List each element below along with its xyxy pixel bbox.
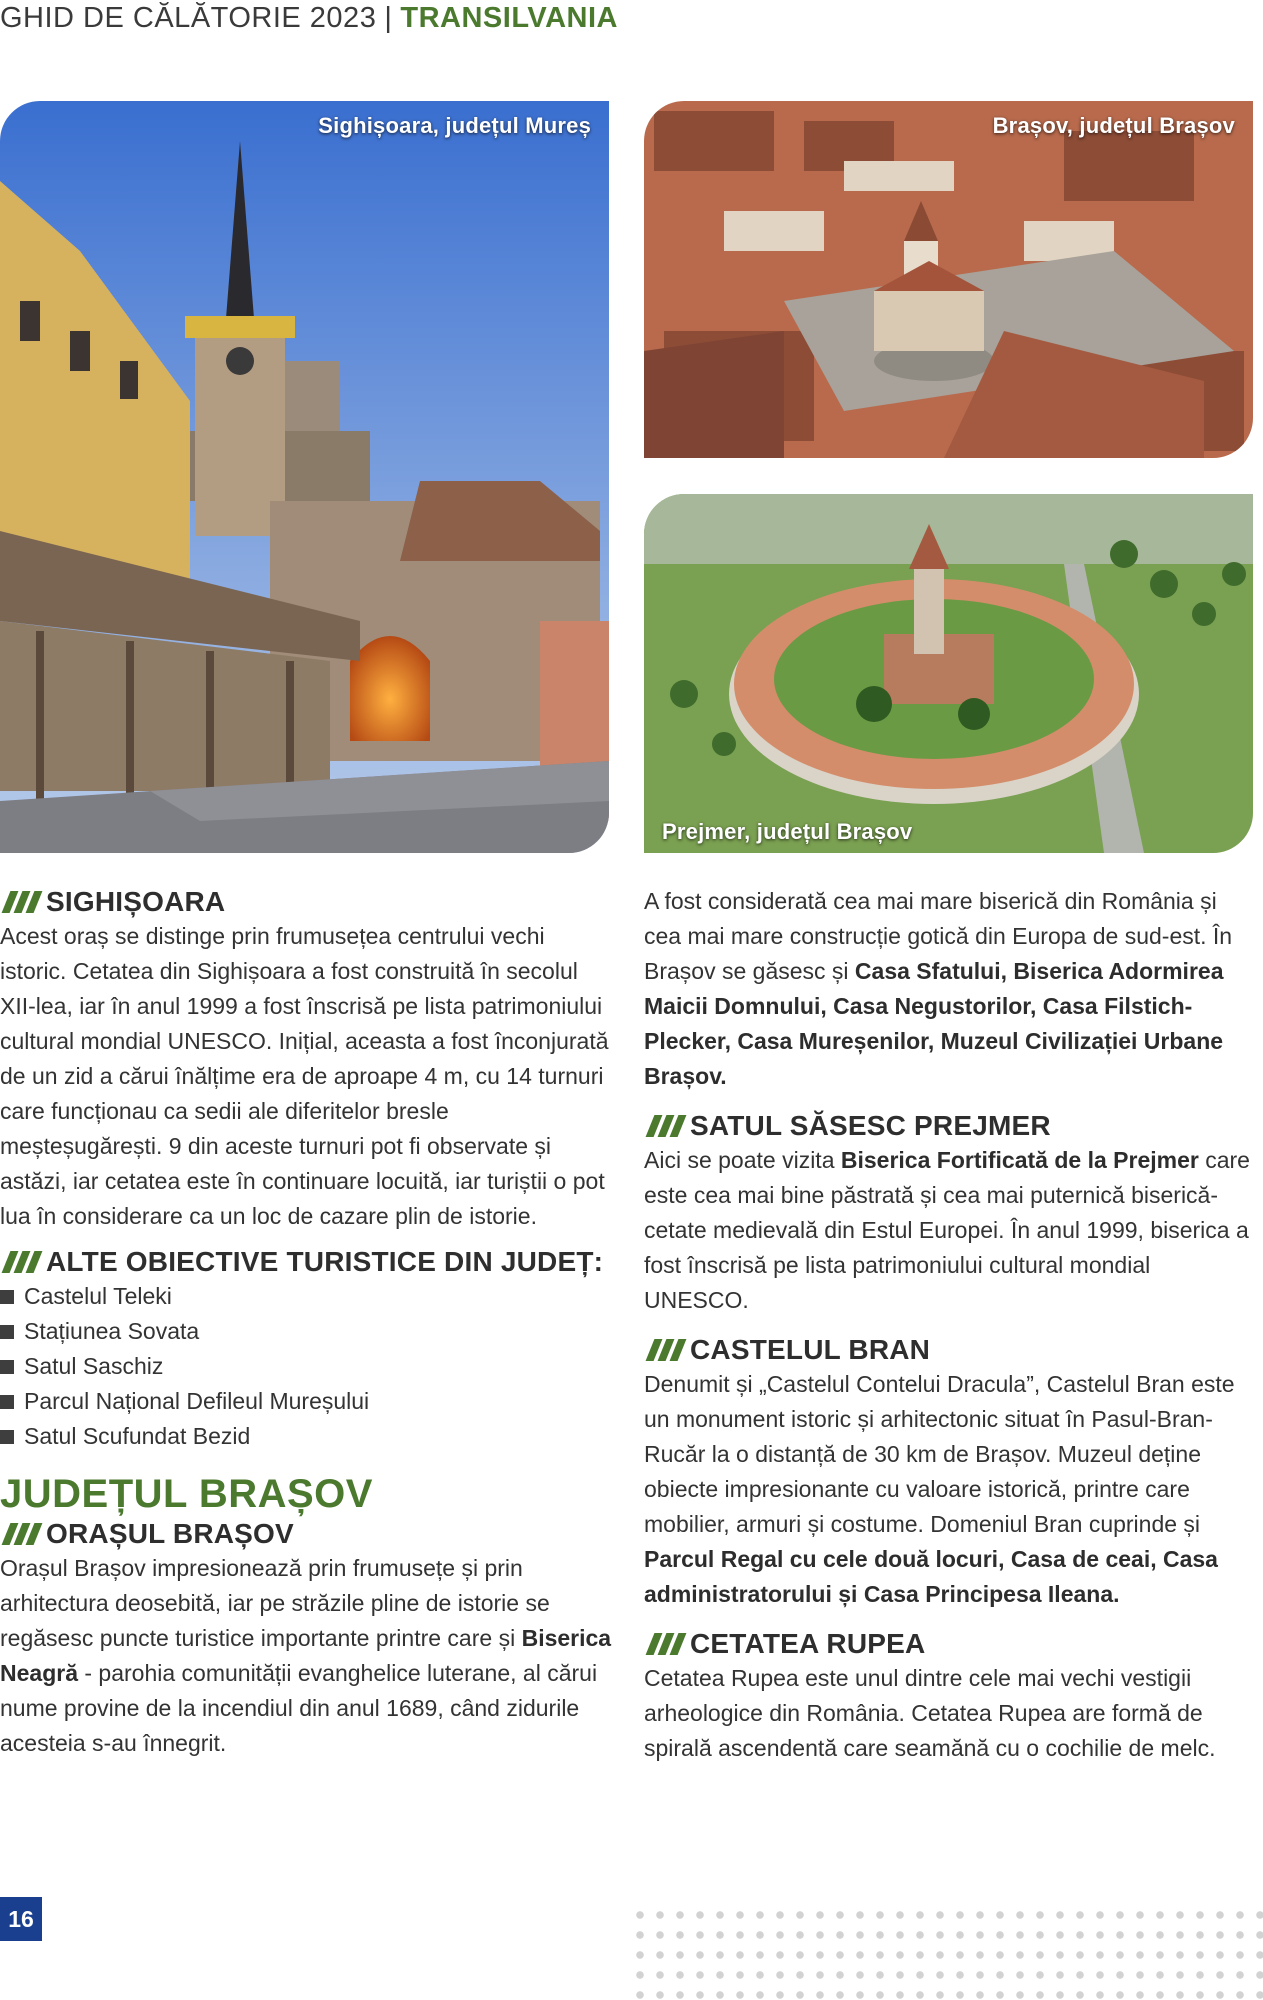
section-heading-sighisoara	[0, 884, 612, 919]
bullet-square-icon	[0, 1290, 14, 1304]
paragraph-sighisoara: Acest oraș se distinge prin frumusețea centrului vechi istoric. Cetatea din Sighișoara a fost construită în secolul XII-lea, iar în anul 1999 a fost înscrisă pe lista patrimoniului cultural mondial UNESCO. Inițial, aceasta a fost înconjurată de un zid a cărui înălțime era de aproape 4 m, cu 14 turnuri care funcționau ca sedii ale diferitelor bresle meșteșugărești. 9 din aceste turnuri pot fi observate și astăzi, iar cetatea este în continuare locuită, iar turiștii o pot lua în considerare ca un loc de cazare plin de istorie.	[0, 923, 609, 1229]
list-item-text: Stațiunea Sovata	[24, 1318, 200, 1344]
page-header	[0, 2, 618, 35]
heading-text: SATUL SĂSESC PREJMER	[690, 1110, 1051, 1141]
caption-prejmer: Prejmer, județul Brașov	[662, 819, 913, 844]
text-run-bold: Biserica Fortificată de la Prejmer	[840, 1147, 1199, 1173]
bullet-square-icon	[0, 1325, 14, 1339]
heading-text: SIGHIȘOARA	[46, 886, 226, 917]
paragraph-brasov-continued	[644, 884, 1256, 1094]
brasov-illustration	[644, 101, 1253, 458]
text-run: - parohia comunității evanghelice luterane, al cărui nume provine de la incendiul din anul 1689, când zidurile acesteia s-au înnegrit.	[0, 1660, 598, 1756]
list-item	[0, 1384, 612, 1419]
section-heading-brasov-city	[0, 1516, 612, 1551]
text-run-bold: Parcul Regal cu cele două locuri, Casa de ceai, Casa administratorului și Casa Principesa Ileana.	[644, 1546, 1218, 1607]
caption-brasov: Brașov, județul Brașov	[992, 113, 1235, 138]
section-heading-prejmer	[644, 1108, 1256, 1143]
text-run: care este cea mai bine păstrată și cea mai puternică biserică-cetate medievală din Estul Europei. În anul 1999, biserica a fost înscrisă pe lista patrimoniului cultural mondial UNESCO.	[644, 1147, 1250, 1313]
text-run: Denumit și „Castelul Contelui Dracula”, Castelul Bran este un monument istoric și arhitectonic situat în Pasul-Bran-Rucăr la o distanță de 30 km de Brașov. Muzeul deține obiecte impresionante cu valoare istorică, printre care mobilier, armuri și costume. Domeniul Bran cuprinde și	[644, 1371, 1235, 1537]
page-number: 16	[0, 1897, 42, 1941]
right-column	[644, 884, 1256, 1766]
heading-text: ALTE OBIECTIVE TURISTICE DIN JUDEȚ:	[46, 1246, 604, 1277]
section-marker-icon	[0, 1523, 40, 1545]
section-marker-icon	[0, 1251, 40, 1273]
section-marker-icon	[644, 1633, 684, 1655]
section-heading-other	[0, 1244, 612, 1279]
photo-brasov	[644, 101, 1253, 458]
photo-prejmer	[644, 494, 1253, 853]
region-title: TRANSILVANIA	[400, 2, 618, 34]
list-item-text: Satul Saschiz	[24, 1353, 164, 1379]
paragraph-brasov-city	[0, 1551, 612, 1761]
list-item-text: Satul Scufundat Bezid	[24, 1423, 251, 1449]
photo-sighisoara	[0, 101, 609, 853]
text-run: Orașul Brașov impresionează prin frumusețe și prin arhitectura deosebită, iar pe străzile pline de istorie se regăsesc puncte turistice importante printre care și	[0, 1555, 550, 1651]
paragraph-prejmer	[644, 1143, 1256, 1318]
text-run-bold: Biserica Neagră	[0, 1625, 612, 1686]
guide-title: GHID DE CĂLĂTORIE 2023	[0, 2, 377, 34]
prejmer-illustration	[644, 494, 1253, 853]
list-item	[0, 1349, 612, 1384]
heading-text: ORAȘUL BRAȘOV	[46, 1518, 294, 1549]
bullet-square-icon	[0, 1395, 14, 1409]
list-item	[0, 1419, 612, 1454]
list-item	[0, 1279, 612, 1314]
paragraph-rupea: Cetatea Rupea este unul dintre cele mai vechi vestigii arheologice din România. Cetatea Rupea are formă de spirală ascendentă care seamănă cu o cochilie de melc.	[644, 1665, 1216, 1761]
header-separator: |	[384, 2, 393, 34]
section-heading-bran	[644, 1332, 1256, 1367]
sighisoara-illustration	[0, 101, 609, 853]
text-run: Aici se poate vizita	[644, 1147, 841, 1173]
list-item-text: Castelul Teleki	[24, 1283, 172, 1309]
section-marker-icon	[0, 891, 40, 913]
section-marker-icon	[644, 1339, 684, 1361]
bullet-square-icon	[0, 1360, 14, 1374]
heading-text: CASTELUL BRAN	[690, 1334, 931, 1365]
section-marker-icon	[644, 1115, 684, 1137]
text-run: A fost considerată cea mai mare biserică din România și cea mai mare construcție gotică din Europa de sud-est. În Brașov se găsesc și	[644, 888, 1233, 984]
left-column	[0, 884, 612, 1761]
paragraph-bran	[644, 1367, 1256, 1612]
list-item	[0, 1314, 612, 1349]
county-title: JUDEȚUL BRAȘOV	[0, 1472, 373, 1516]
heading-text: CETATEA RUPEA	[690, 1628, 926, 1659]
dot-pattern-decoration	[630, 1905, 1263, 2000]
text-run-bold: Casa Sfatului, Biserica Adormirea Maicii Domnului, Casa Negustorilor, Casa Filstich-Plecker, Casa Mureșenilor, Muzeul Civilizației Urbane Brașov.	[644, 958, 1224, 1089]
list-item-text: Parcul Național Defileul Mureșului	[24, 1388, 370, 1414]
section-heading-rupea	[644, 1626, 1256, 1661]
caption-sighisoara: Sighișoara, județul Mureș	[318, 113, 591, 138]
other-attractions-list	[0, 1279, 612, 1454]
bullet-square-icon	[0, 1430, 14, 1444]
